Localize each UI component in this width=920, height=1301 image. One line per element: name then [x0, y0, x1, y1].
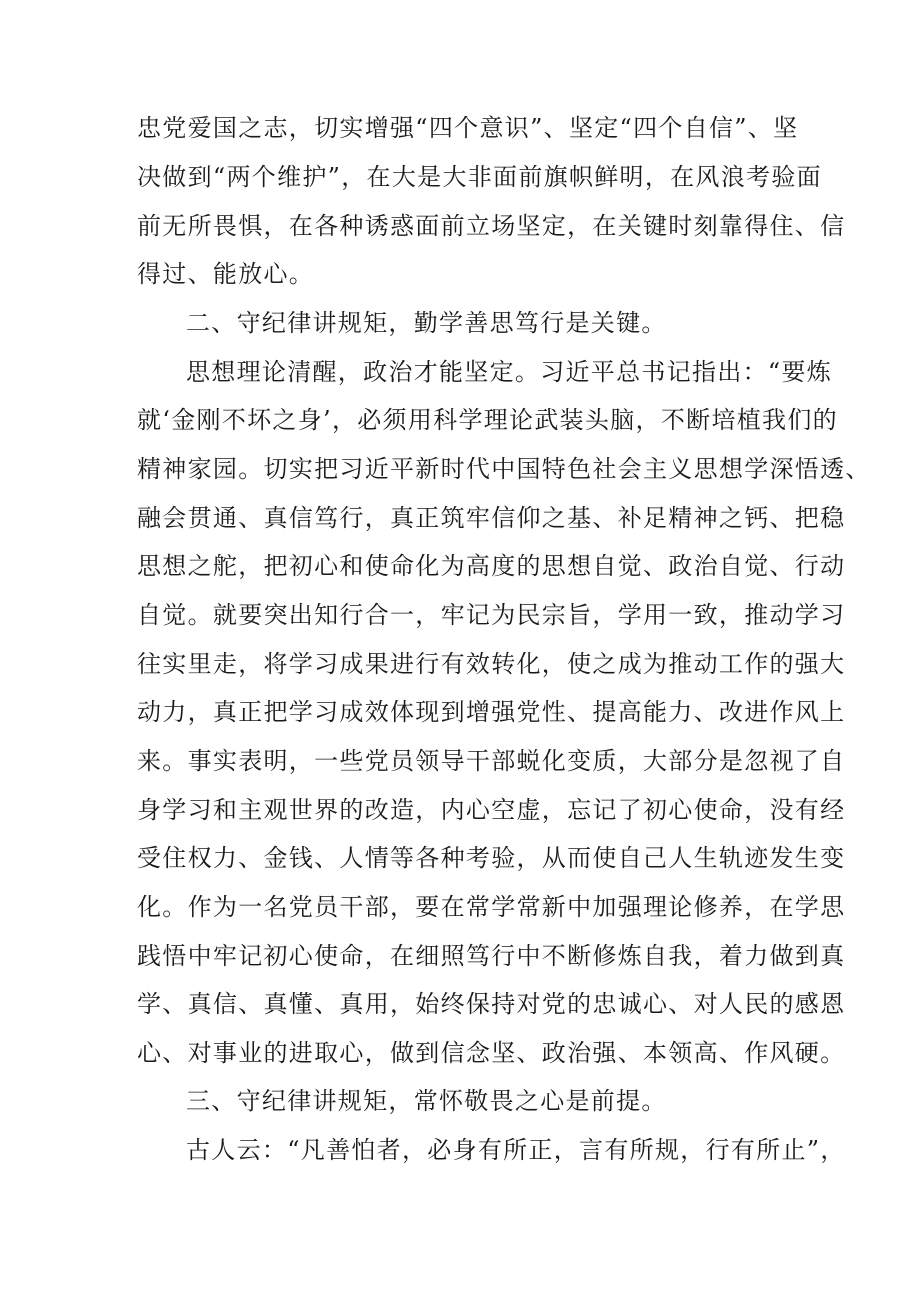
paragraph-line: 思想理论清醒，政治才能坚定。习近平总书记指出：“要炼: [186, 358, 833, 386]
paragraph-line: 前无所畏惧，在各种诱惑面前立场坚定，在关键时刻靠得住、信: [137, 212, 846, 240]
paragraph-line: 精神家园。切实把习近平新时代中国特色社会主义思想学深悟透、: [137, 455, 871, 483]
paragraph-line: 融会贯通、真信笃行，真正筑牢信仰之基、补足精神之钙、把稳: [137, 504, 846, 532]
paragraph-line: 践悟中牢记初心使命，在细照笃行中不断修炼自我，着力做到真: [137, 942, 846, 970]
paragraph-line: 受住权力、金钱、人情等各种考验，从而使自己人生轨迹发生变: [137, 844, 846, 872]
paragraph-line: 自觉。就要突出知行合一，牢记为民宗旨，学用一致，推动学习: [137, 601, 846, 629]
paragraph-line: 身学习和主观世界的改造，内心空虚，忘记了初心使命，没有经: [137, 796, 846, 824]
paragraph-line: 心、对事业的进取心，做到信念坚、政治强、本领高、作风硬。: [137, 1039, 846, 1067]
paragraph-line: 古人云：“凡善怕者，必身有所正，言有所规，行有所止”，: [186, 1136, 846, 1164]
paragraph-line: 动力，真正把学习成效体现到增强党性、提高能力、改进作风上: [137, 698, 846, 726]
paragraph-line: 决做到“两个维护”，在大是大非面前旗帜鲜明，在风浪考验面: [137, 163, 822, 191]
paragraph-line: 得过、能放心。: [137, 260, 315, 288]
paragraph-line: 往实里走，将学习成果进行有效转化，使之成为推动工作的强大: [137, 650, 846, 678]
section-heading: 三、守纪律讲规矩，常怀敬畏之心是前提。: [186, 1087, 667, 1115]
paragraph-line: 来。事实表明，一些党员领导干部蜕化变质，大部分是忽视了自: [137, 747, 846, 775]
paragraph-line: 忠党爱国之志，切实增强“四个意识”、坚定“四个自信”、坚: [137, 114, 799, 142]
paragraph-line: 思想之舵，把初心和使命化为高度的思想自觉、政治自觉、行动: [137, 552, 846, 580]
paragraph-line: 化。作为一名党员干部，要在常学常新中加强理论修养，在学思: [137, 893, 846, 921]
paragraph-line: 就‘金刚不坏之身’，必须用科学理论武装头脑，不断培植我们的: [137, 406, 838, 434]
section-heading: 二、守纪律讲规矩，勤学善思笃行是关键。: [186, 309, 667, 337]
paragraph-line: 学、真信、真懂、真用，始终保持对党的忠诚心、对人民的感恩: [137, 990, 846, 1018]
